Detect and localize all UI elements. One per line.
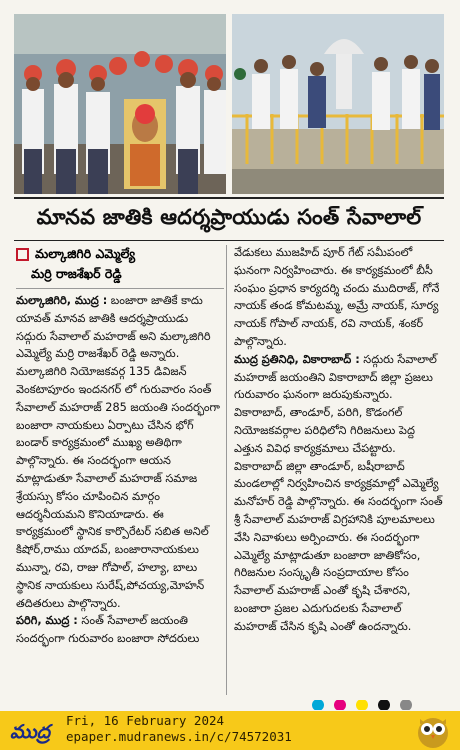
paragraph-parigi	[16, 612, 222, 648]
black-mark	[378, 700, 390, 710]
paragraph-text: బంజారా జాతికే కాదు యావత్ మానవ జాతికి ఆదర్శప్రాయుడు సద్గురు సేవాలాల్ మహరాజ్ అని మల్కాజిగిరి ఎమ్మెల్యే మర్రి రాజశేఖర్ రెడ్డి అన్నారు. మల్కాజిగిరి నియోజకవర్గ 135 డివిజన్ వెంకటాపూరం ఇందనగర్ లో గురువారం సంత్ సేవాలాల్ మహరాజ్ 285 జయంతి సందర్భంగా బంజారా నాయకులు ఏర్పాటు చేసిన భోగ్ బండార్ కార్యక్రమంలో ముఖ్య అతిథిగా పాల్గొన్నారు. ఈ సందర్భంగా ఆయన మాట్లాడుతూ సేవాలాల్ మహరాజ్ సమాజ శ్రేయస్సు కోసం చూపించిన మార్గం ఆదర్శనీయమని కొనియాడారు. ఈ కార్యక్రమంలో స్థానిక కార్పొరేటర్ సబిత అనిల్ కిషోర్,రాము యాదవ్, బంజారానాయకులు మున్నా, రవి, రాజు గోపాల్, హల్యా, బాలు స్థానిక నాయకులు సురేష్,పోచయ్య,మోహన్ తదితరులు పాల్గొన్నారు.	[16, 294, 220, 610]
byline-row-2	[16, 264, 226, 284]
paragraph-text: సంత్ సేవాలాల్ జయంతి సందర్భంగా గురువారం బంజారా సోదరులు	[16, 614, 200, 646]
article-byline	[16, 244, 226, 284]
edition-date: Fri, 16 February 2024	[66, 713, 225, 728]
yellow-mark	[356, 700, 368, 710]
article-right-column	[234, 244, 444, 636]
paragraph-text: వేడుకలు ముజహిద్ పూర్ గేట్ సమీపంలో ఘనంగా నిర్వహించారు. ఈ కార్యక్రమంలో బీసీ సంఘం ప్రధాన కార్యదర్శి చందు ముదిరాజ్, గోనే నాయక్ తండ కోమటమ్మ, అమ్రే నాయక్, సూర్య నాయక్ గోపాల్ నాయక్, రవి నాయక్, శంకర్ పాల్గొన్నారు.	[234, 246, 440, 348]
column-divider	[226, 245, 227, 695]
paragraph-vikarabad	[234, 351, 444, 636]
footer-meta	[66, 713, 292, 745]
photo-row	[14, 14, 444, 194]
byline-title: మల్కాజిగిరి ఎమ్మెల్యే	[35, 246, 136, 261]
dateline: ముద్ర ప్రతినిధి, వికారాబాద్ :	[234, 352, 360, 366]
byline-row-1	[16, 244, 226, 264]
article-headline: మానవ జాతికి ఆదర్శప్రాయుడు సంత్ సేవాలాల్	[36, 205, 422, 229]
byline-separator	[16, 288, 224, 289]
paragraph-parigi-continued	[234, 244, 444, 351]
magenta-mark	[334, 700, 346, 710]
cyan-mark	[312, 700, 324, 710]
photo-event-malkajgiri	[14, 14, 226, 194]
mudra-logo: ముద్ర	[10, 721, 51, 743]
grey-mark	[400, 700, 412, 710]
print-registration-marks	[0, 700, 460, 710]
paragraph-text: సద్గురు సేవాలాల్ మహరాజ్ జయంతిని వికారాబాద్ జిల్లా ప్రజలు గురువారం ఘనంగా జరుపుకున్నారు. వికారాబాద్, తాండూర్, పరిగి, కొడంగల్ నియోజకవర్గాల పరిధిలోని గిరిజనులు పెద్ద ఎత్తున వివిధ కార్యక్రమాలు చేపట్టారు. వికారాబాద్ జిల్లా తాండూర్, బషీరాబాద్ మండలాల్లో నిర్వహించిన కార్యక్రమాల్లో ఎమ్మెల్యే మనోహర్ రెడ్డి పాల్గొన్నారు. ఈ సందర్భంగా సంత్ శ్రీ సేవాలాల్ మహరాజ్ విగ్రహానికి పూలమాలలు వేసి నివాళులు అర్పించారు. ఈ సందర్భంగా ఎమ్మెల్యే మాట్లాడుతూ బంజారా జాతికోసం, గిరిజనుల సంస్కృతీ సంప్రదాయాల కోసం సేవాలాల్ మహరాజ్ ఎంతో కృషి చేశారని, బంజారా ప్రజల ఎదుగుదలకు సేవాలాల్ మహరాజ్ చేసిన కృషి ఎంతో ఉందన్నారు.	[234, 352, 443, 633]
bullet-square-icon	[16, 248, 29, 261]
photo-event-vikarabad	[232, 14, 444, 194]
paragraph-malkajgiri	[16, 292, 222, 612]
dateline: మల్కాజిగిరి, ముద్ర :	[16, 294, 108, 307]
dateline: పరిగి, ముద్ర :	[16, 614, 78, 628]
epaper-url[interactable]: epaper.mudranews.in/c/74572031	[66, 729, 292, 744]
headline-bottom-rule	[14, 240, 444, 241]
owl-mascot-icon	[416, 713, 450, 749]
article-left-column	[16, 292, 222, 648]
byline-name: మర్రి రాజశేఖర్ రెడ్డి	[31, 266, 122, 281]
headline-top-rule	[14, 197, 444, 199]
epaper-footer	[0, 711, 460, 750]
